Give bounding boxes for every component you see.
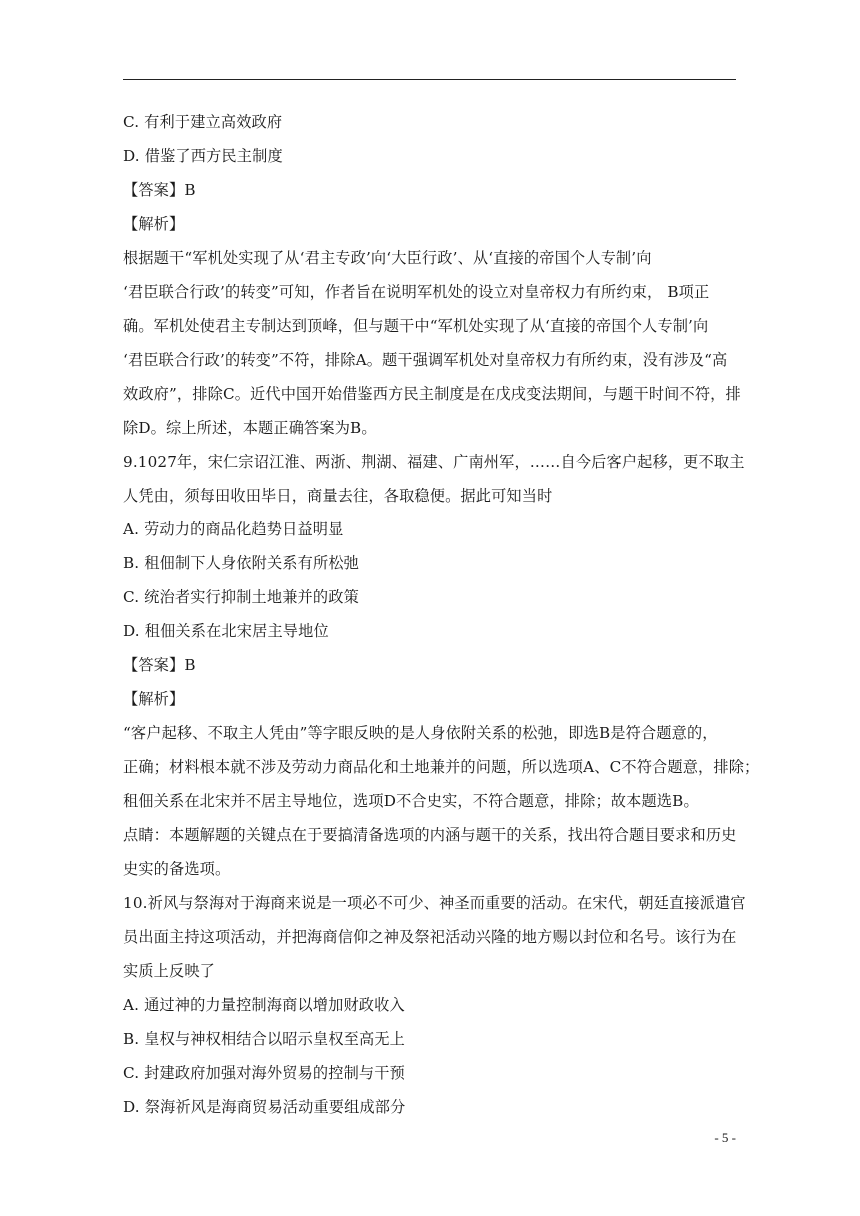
text-line: 【解析】 [123, 215, 185, 233]
text-line: C. 封建政府加强对海外贸易的控制与干预 [123, 1064, 405, 1082]
text-line: ‘君臣联合行政’的转变”可知，作者旨在说明军机处的设立对皇帝权力有所约束， B项正 [123, 283, 710, 301]
text-line: B. 皇权与神权相结合以昭示皇权至高无上 [123, 1030, 406, 1048]
text-line: C. 有利于建立高效政府 [123, 113, 283, 131]
text-line: D. 祭海祈风是海商贸易活动重要组成部分 [123, 1098, 406, 1116]
text-line: B. 租佃制下人身依附关系有所松弛 [123, 554, 359, 572]
text-line: ‘君臣联合行政’的转变”不符，排除A。题干强调军机处对皇帝权力有所约束，没有涉及“高 [123, 351, 728, 369]
text-line: 租佃关系在北宋并不居主导地位，选项D不合史实，不符合题意，排除；故本题选B。 [123, 792, 699, 810]
text-line: 【答案】B [123, 181, 196, 199]
text-line: 9.1027年，宋仁宗诏江淮、两浙、荆湖、福建、广南州军，……自今后客户起移，更不取主 [123, 453, 745, 471]
text-line: 人凭由，须每田收田毕日，商量去往，各取稳便。据此可知当时 [123, 487, 553, 505]
text-line: 员出面主持这项活动，并把海商信仰之神及祭祀活动兴隆的地方赐以封位和名号。该行为在 [123, 928, 737, 946]
page-number: - 5 - [714, 1130, 736, 1145]
text-line: 点睛：本题解题的关键点在于要搞清备选项的内涵与题干的关系，找出符合题目要求和历史 [123, 826, 737, 844]
text-line: 正确；材料根本就不涉及劳动力商品化和土地兼并的问题，所以选项A、C不符合题意，排除； [123, 758, 760, 776]
text-line: A. 通过神的力量控制海商以增加财政收入 [123, 996, 405, 1014]
text-line: “客户起移、不取主人凭由”等字眼反映的是人身依附关系的松弛，即选B是符合题意的， [123, 724, 718, 742]
text-line: A. 劳动力的商品化趋势日益明显 [123, 520, 344, 538]
text-line: D. 租佃关系在北宋居主导地位 [123, 622, 329, 640]
text-line: 史实的备选项。 [123, 860, 231, 878]
text-line: 【答案】B [123, 656, 196, 674]
text-line: 10.祈风与祭海对于海商来说是一项必不可少、神圣而重要的活动。在宋代，朝廷直接派遣官 [123, 894, 746, 912]
text-line: 根据题干“军机处实现了从‘君主专政’向‘大臣行政’、从‘直接的帝国个人专制’向 [123, 249, 652, 267]
header-rule [123, 79, 736, 80]
text-line: 效政府”，排除C。近代中国开始借鉴西方民主制度是在戊戌变法期间，与题干时间不符，排 [123, 385, 741, 403]
text-line: 除D。综上所述，本题正确答案为B。 [123, 419, 377, 437]
text-line: 【解析】 [123, 690, 185, 708]
text-line: D. 借鉴了西方民主制度 [123, 147, 283, 165]
text-line: 确。军机处使君主专制达到顶峰，但与题干中“军机处实现了从‘直接的帝国个人专制’向 [123, 317, 709, 335]
text-line: 实质上反映了 [123, 962, 216, 980]
text-line: C. 统治者实行抑制土地兼并的政策 [123, 588, 359, 606]
